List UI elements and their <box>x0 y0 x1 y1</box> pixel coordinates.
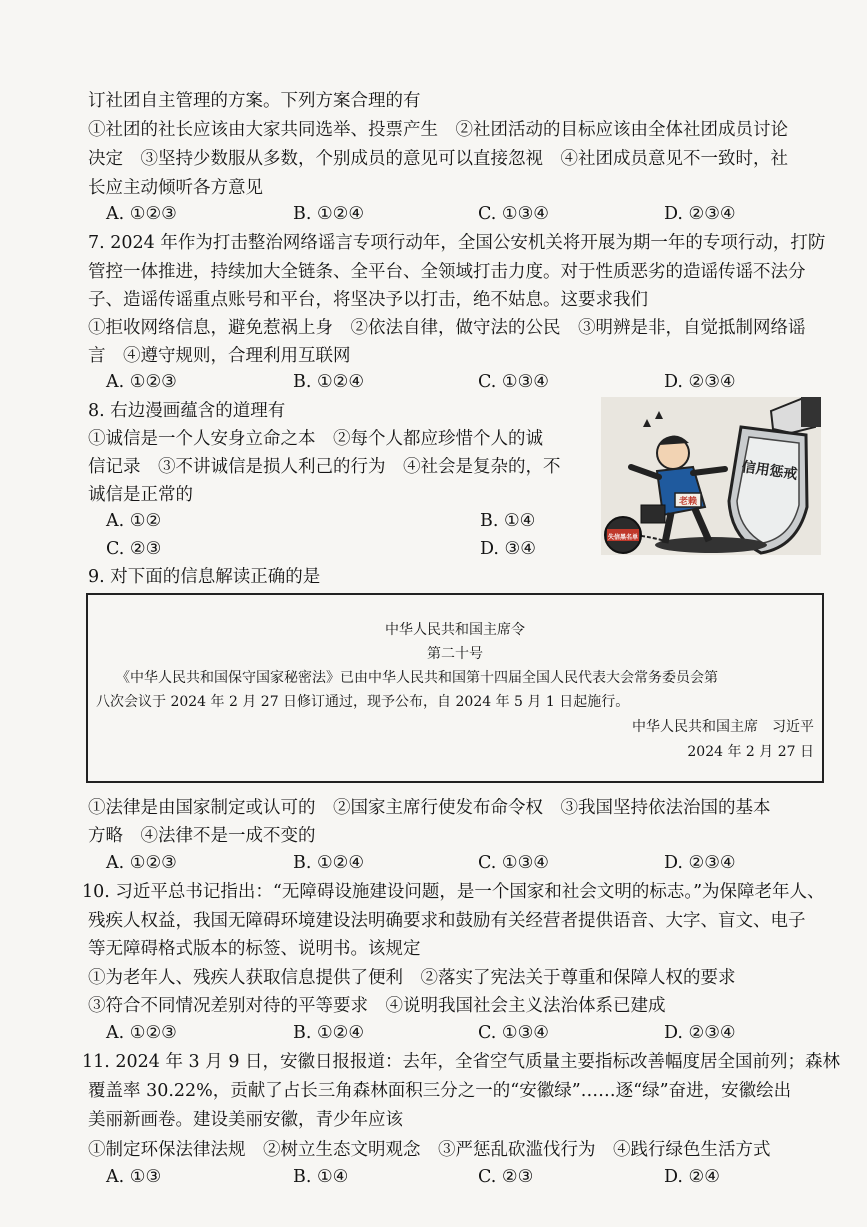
q8-option-b: B. ①④ <box>480 511 536 531</box>
q6-line-3: 决定 ③坚持少数服从多数，个别成员的意见可以直接忽视 ④社团成员意见不一致时，社 <box>88 149 788 169</box>
shield-label: 信用惩戒 <box>740 459 799 483</box>
q11-option-b: B. ①④ <box>293 1167 349 1187</box>
notice-date: 2024 年 2 月 27 日 <box>687 744 814 760</box>
q7-line-5: 言 ④遵守规则，合理利用互联网 <box>88 346 351 366</box>
q11-line-4: ①制定环保法律法规 ②树立生态文明观念 ③严惩乱砍滥伐行为 ④践行绿色生活方式 <box>88 1140 771 1160</box>
q6-option-c: C. ①③④ <box>478 204 549 224</box>
q7-option-b: B. ①②④ <box>293 372 365 392</box>
q9-option-d: D. ②③④ <box>664 853 736 873</box>
q9-line-2: 方略 ④法律不是一成不变的 <box>88 826 316 846</box>
q10-option-d: D. ②③④ <box>664 1023 736 1043</box>
q9-option-c: C. ①③④ <box>478 853 549 873</box>
q7-option-c: C. ①③④ <box>478 372 549 392</box>
notice-number: 第二十号 <box>427 646 483 662</box>
q9-line-1: ①法律是由国家制定或认可的 ②国家主席行使发布命令权 ③我国坚持依法治国的基本 <box>88 798 771 818</box>
credit-punishment-cartoon <box>601 397 821 555</box>
person-badge: 老赖 <box>678 497 698 507</box>
q11-line-1: 11. 2024 年 3 月 9 日，安徽日报报道：去年，全省空气质量主要指标改善幅度居全国前列；森林 <box>82 1052 841 1072</box>
q10-option-b: B. ①②④ <box>293 1023 365 1043</box>
q6-option-a: A. ①②③ <box>106 204 177 224</box>
q8-line-1: 8. 右边漫画蕴含的道理有 <box>88 401 286 421</box>
q8-option-a: A. ①② <box>106 511 162 531</box>
q10-line-3: 等无障碍格式版本的标签、说明书。该规定 <box>88 939 421 959</box>
q7-option-a: A. ①②③ <box>106 372 177 392</box>
notice-title: 中华人民共和国主席令 <box>385 622 525 638</box>
q11-line-3: 美丽新画卷。建设美丽安徽，青少年应该 <box>88 1110 403 1130</box>
q7-line-2: 管控一体推进，持续加大全链条、全平台、全领域打击力度。对于性质恶劣的造谣传谣不法分 <box>88 262 806 282</box>
notice-body-2: 八次会议于 2024 年 2 月 27 日修订通过，现予公布，自 2024 年 5 月 1 日起施行。 <box>96 694 630 710</box>
q8-line-3: 信记录 ③不讲诚信是损人利己的行为 ④社会是复杂的，不 <box>88 457 561 477</box>
q9-stem: 9. 对下面的信息解读正确的是 <box>88 567 321 587</box>
q10-line-1: 10. 习近平总书记指出：“无障碍设施建设问题，是一个国家和社会文明的标志。”为保障老年人、 <box>82 882 825 902</box>
q7-line-1: 7. 2024 年作为打击整治网络谣言专项行动年，全国公安机关将开展为期一年的专项行动，打防 <box>88 233 826 253</box>
q9-option-a: A. ①②③ <box>106 853 177 873</box>
q8-option-c: C. ②③ <box>106 539 162 559</box>
notice-body-1: 《中华人民共和国保守国家秘密法》已由中华人民共和国第十四届全国人民代表大会常务委员会第 <box>116 670 718 686</box>
q10-line-5: ③符合不同情况差别对待的平等要求 ④说明我国社会主义法治体系已建成 <box>88 996 666 1016</box>
presidential-order-notice <box>86 593 824 783</box>
q10-line-4: ①为老年人、残疾人获取信息提供了便利 ②落实了宪法关于尊重和保障人权的要求 <box>88 968 736 988</box>
q8-line-4: 诚信是正常的 <box>88 485 193 505</box>
q8-line-2: ①诚信是一个人安身立命之本 ②每个人都应珍惜个人的诚 <box>88 429 543 449</box>
q10-line-2: 残疾人权益，我国无障碍环境建设法明确要求和鼓励有关经营者提供语音、大字、盲文、电子 <box>88 911 806 931</box>
q11-option-c: C. ②③ <box>478 1167 534 1187</box>
q11-line-2: 覆盖率 30.22%，贡献了占长三角森林面积三分之一的“安徽绿”……逐“绿”奋进，安徽绘出 <box>88 1081 792 1101</box>
q6-option-b: B. ①②④ <box>293 204 365 224</box>
q6-option-d: D. ②③④ <box>664 204 736 224</box>
q6-line-2: ①社团的社长应该由大家共同选举、投票产生 ②社团活动的目标应该由全体社团成员讨论 <box>88 120 788 140</box>
q8-option-d: D. ③④ <box>480 539 536 559</box>
q9-option-b: B. ①②④ <box>293 853 365 873</box>
q11-option-a: A. ①③ <box>106 1167 162 1187</box>
notice-signer: 中华人民共和国主席 习近平 <box>632 719 814 735</box>
q7-line-4: ①拒收网络信息，避免惹祸上身 ②依法自律，做守法的公民 ③明辨是非，自觉抵制网络谣 <box>88 318 806 338</box>
q11-option-d: D. ②④ <box>664 1167 720 1187</box>
q10-option-c: C. ①③④ <box>478 1023 549 1043</box>
q10-option-a: A. ①②③ <box>106 1023 177 1043</box>
q6-line-1: 订社团自主管理的方案。下列方案合理的有 <box>88 91 421 111</box>
blacklist-ball-label: 失信黑名单 <box>607 534 639 541</box>
q6-line-4: 长应主动倾听各方意见 <box>88 178 263 198</box>
q7-line-3: 子、造谣传谣重点账号和平台，将坚决予以打击，绝不姑息。这要求我们 <box>88 290 648 310</box>
q7-option-d: D. ②③④ <box>664 372 736 392</box>
